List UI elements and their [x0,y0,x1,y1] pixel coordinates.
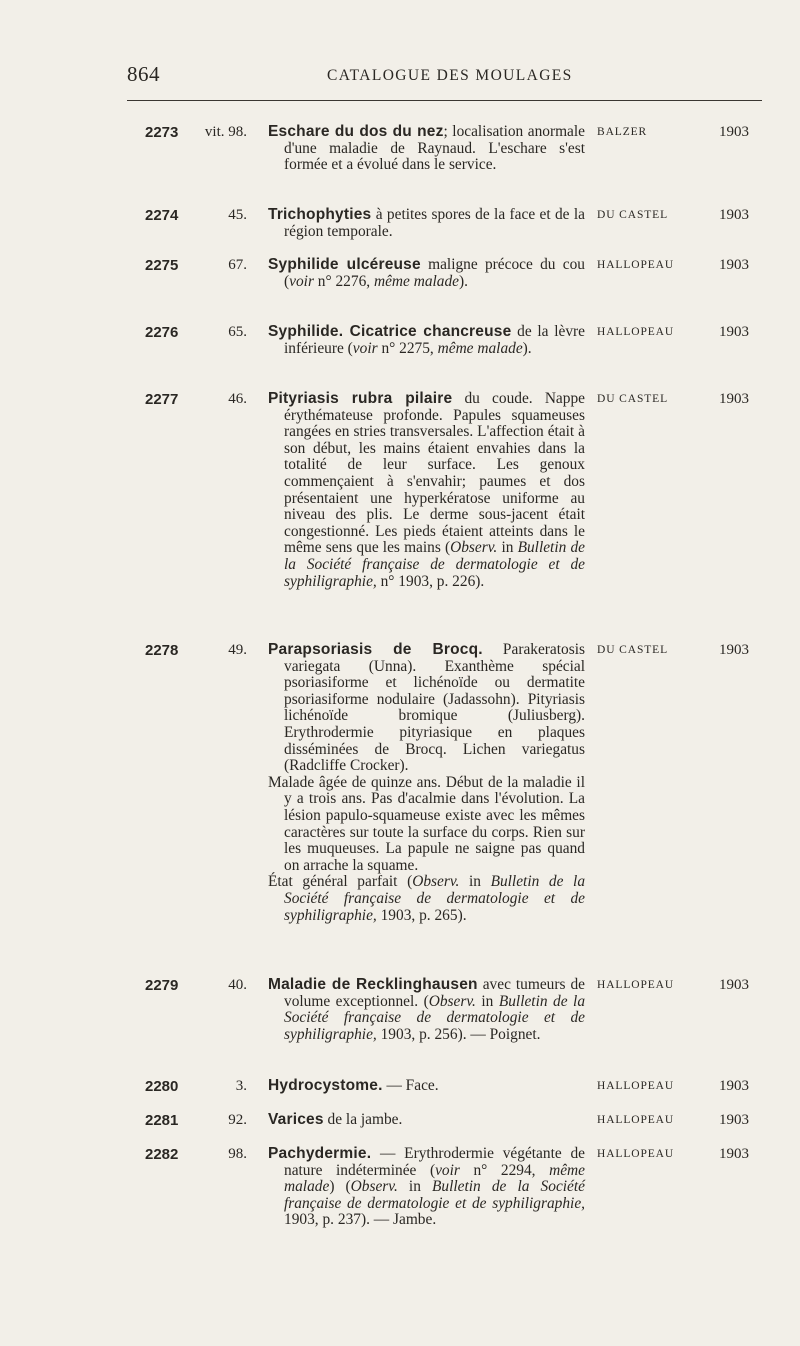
entry-description [268,257,585,290]
entry-text: maligne précoce du cou ( [284,256,585,290]
entry-number: 2278 [145,642,179,659]
entry-number: 2277 [145,391,179,408]
entry-description [268,977,585,1043]
entry-number: 2281 [145,1112,179,1129]
entry-author: BALZER [597,126,648,138]
entry-text-italic: Bulletin de la Société française de dermatologie et de syphiligraphie, [284,539,585,590]
entry-text: 1903, p. 265). [376,906,467,924]
entry-text: ). [522,339,532,357]
entry-description [268,1146,585,1229]
entry-text: n° 2276, [313,272,374,290]
catalogue-entry [145,642,755,960]
entry-number: 2282 [145,1146,179,1163]
entry-text-italic: Observ. [428,992,476,1010]
entry-author: HALLOPEAU [597,1114,675,1126]
entry-text: Parakeratosis variegata (Unna). Exanthème spécial psoriasiforme et lichénoïde ou dermatite psoriasiforme nodulaire (Jadassohn). Pityriasis lichénoïde bromique (Juliusberg). Erythrodermie pityriasique en plaques disséminées de Brocq. Lichen variegatus (Radcliffe Crocker). [284,641,585,775]
entry-text: ; localisation anormale d'une maladie de Raynaud. L'eschare s'est formée et a évolué dans le service. [284,123,585,174]
entry-description [268,324,585,357]
entry-text-italic: Bulletin de la Société française de dermatologie et de syphiligraphie, [284,873,586,924]
entry-number: 2276 [145,324,179,341]
entry-author: DU CASTEL [597,393,669,405]
entry-text-italic: même malade [437,339,523,357]
entry-author: HALLOPEAU [597,1080,675,1092]
entry-author: DU CASTEL [597,644,669,656]
entry-text-italic: même malade [284,1161,585,1196]
entry-text: — Erythrodermie végétante de nature indéterminée ( [284,1145,585,1179]
entry-text: 1903, p. 256). — Poignet. [376,1025,541,1043]
header-rule [127,100,762,101]
entry-number: 2280 [145,1078,179,1095]
page-number: 864 [127,62,160,86]
entry-year: 1903 [719,207,749,223]
entry-title: Syphilide. Cicatrice chancreuse [268,323,512,340]
entry-text: du coude. Nappe érythémateuse profonde. Papules squameuses rangées en stries transversales. L'affection était à son début, les mains étaient envahies dans la totalité de leur surface. Les genoux commençaient à s'envahir; paumes et dos présentaient une hyperkératose uniforme au niveau des plis. Le derme sous-jacent était congestionné. Les pieds étaient atteints dans le même sens que les mains ( [284,390,585,557]
entry-author: HALLOPEAU [597,326,675,338]
entry-year: 1903 [719,391,749,407]
entry-number: 2279 [145,977,179,994]
entry-text-italic: Observ. [412,873,460,891]
entry-description [268,1112,585,1129]
entry-text-italic: voir [435,1161,460,1179]
entry-description [268,642,585,924]
catalogue-entry [145,207,755,240]
entry-description [268,124,585,174]
entry-text: à petites spores de la face et de la région temporale. [284,206,585,240]
entry-text: in [459,873,491,891]
entry-text: État général parfait ( [268,873,413,891]
entry-text-italic: Bulletin de la Société française de dermatologie et de syphiligraphie, [284,992,586,1043]
entry-author: HALLOPEAU [597,259,675,271]
entry-plate: 67. [228,257,247,273]
entry-text-italic: Bulletin de la Société française de dermatologie et de syphiligraphie, [284,1178,585,1212]
catalogue-entry [145,257,755,307]
entry-year: 1903 [719,124,749,140]
entry-title: Eschare du dos du nez [268,123,444,140]
entry-list [145,124,755,1263]
entry-year: 1903 [719,1078,749,1094]
catalogue-entry [145,1112,755,1129]
entry-year: 1903 [719,977,749,993]
entry-text-italic: voir [289,272,314,290]
entry-author: HALLOPEAU [597,979,675,991]
entry-plate: 3. [235,1078,247,1094]
entry-author: HALLOPEAU [597,1148,675,1160]
page-title: CATALOGUE DES MOULAGES [327,67,573,84]
catalogue-entry [145,124,755,190]
entry-text: avec tumeurs de volume exceptionnel. ( [284,976,585,1010]
catalogue-entry [145,1146,755,1246]
entry-text: n° 2275, [377,339,438,357]
entry-text: n° 2294, [459,1161,550,1179]
entry-year: 1903 [719,1112,749,1128]
entry-plate: 40. [228,977,247,993]
entry-title: Pachydermie. [268,1145,372,1162]
entry-paragraph: Malade âgée de quinze ans. Début de la maladie il y a trois ans. Pas d'acalmie dans l'évolution. La lésion papulo-squameuse existe avec les mêmes caractères sur toute la surface du corps. Rien sur les muqueuses. La papule ne saigne pas quand on arrache la squame. [268,773,585,874]
entry-text: ) ( [329,1178,351,1196]
catalogue-entry [145,977,755,1061]
entry-text: in [497,539,518,557]
entry-text: de la jambe. [323,1111,403,1128]
entry-year: 1903 [719,1146,749,1162]
entry-number: 2273 [145,124,179,141]
entry-year: 1903 [719,642,749,658]
entry-title: Pityriasis rubra pilaire [268,390,453,407]
entry-description [268,391,585,590]
entry-plate: 92. [228,1112,247,1128]
entry-title: Hydrocystome. [268,1077,383,1094]
entry-number: 2274 [145,207,179,224]
entry-text: de la lèvre inférieure ( [284,323,585,357]
entry-text: — Face. [382,1077,439,1094]
entry-plate: vit. 98. [204,124,247,140]
entry-text: n° 1903, p. 226). [376,572,485,590]
entry-text-italic: même malade [373,272,460,290]
entry-number: 2275 [145,257,179,274]
entry-text: in [475,992,499,1010]
entry-text: in [397,1178,433,1196]
entry-title: Trichophyties [268,206,372,223]
entry-title: Syphilide ulcéreuse [268,256,421,273]
entry-plate: 98. [228,1146,247,1162]
entry-text: ). [459,272,468,290]
entry-description [268,207,585,240]
entry-text-italic: Observ. [350,1178,398,1196]
entry-plate: 49. [228,642,247,658]
entry-text-italic: voir [352,339,378,357]
entry-title: Parapsoriasis de Brocq. [268,641,483,658]
entry-title: Varices [268,1111,324,1128]
running-head [127,62,760,92]
catalogue-entry [145,391,755,625]
entry-plate: 45. [228,207,247,223]
entry-text-italic: Observ. [450,539,498,557]
entry-plate: 46. [228,391,247,407]
entry-author: DU CASTEL [597,209,669,221]
entry-title: Maladie de Recklinghausen [268,976,478,993]
catalogue-entry [145,324,755,374]
entry-plate: 65. [228,324,247,340]
entry-year: 1903 [719,257,749,273]
entry-text: 1903, p. 237). — Jambe. [284,1211,437,1229]
entry-year: 1903 [719,324,749,340]
catalogue-entry [145,1078,755,1095]
entry-description [268,1078,585,1095]
